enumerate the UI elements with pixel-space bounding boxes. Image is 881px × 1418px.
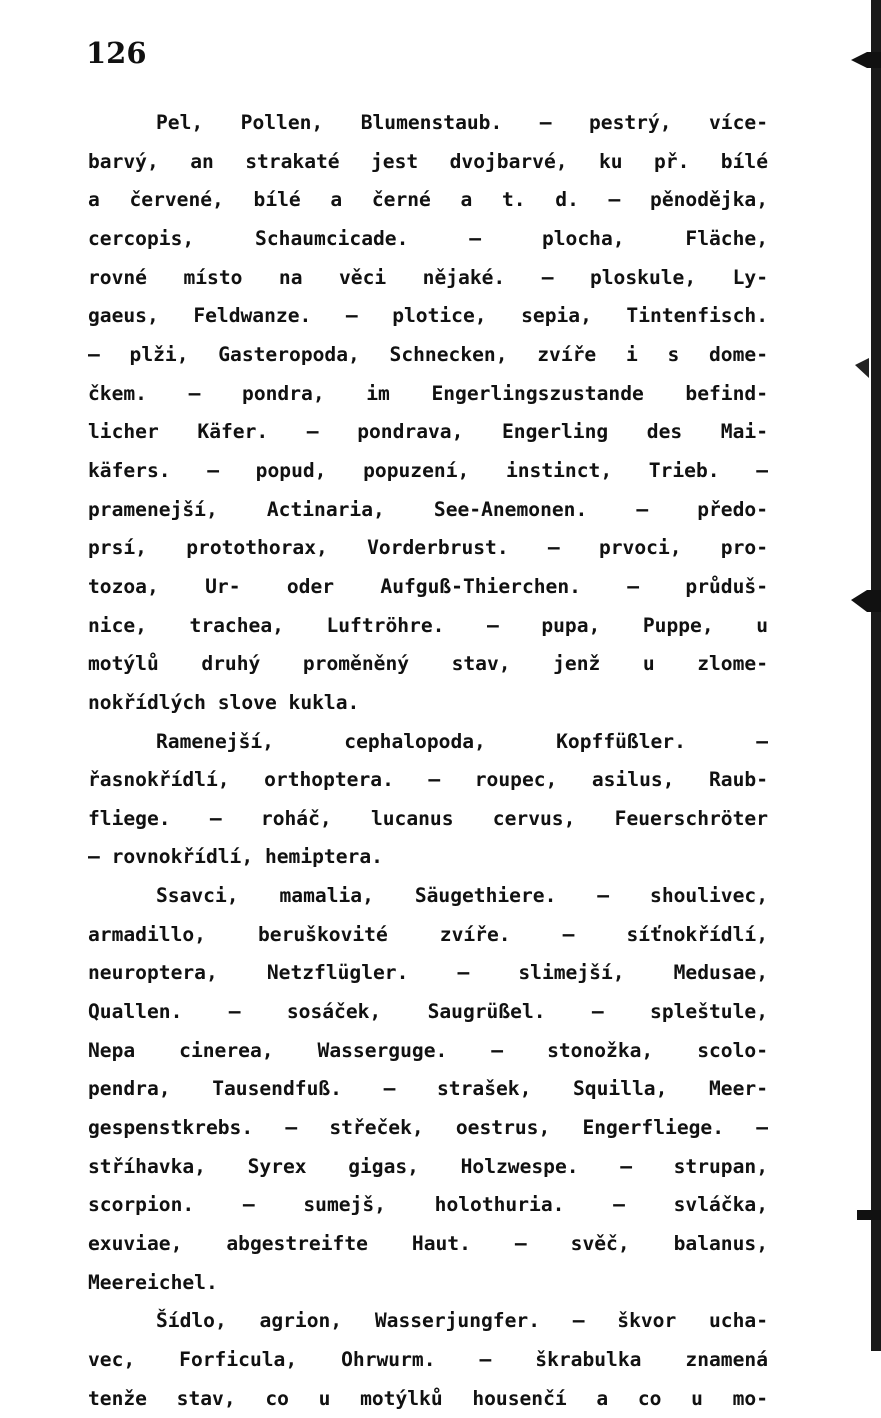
text-line: — rovnokřídlí, hemiptera. [88,845,383,869]
text-line: Meereichel. [88,1270,218,1294]
text-line: pramenejší, Actinaria, See-Anemonen. — předo- [88,497,768,521]
text-line: cercopis, Schaumcicade. — plocha, Fläche, [88,226,768,250]
text-line: rovné místo na věci nějaké. — ploskule, Ly- [88,265,768,289]
text-line: Šídlo, agrion, Wasserjungfer. — škvor ucha- [156,1309,768,1333]
text-line: Quallen. — sosáček, Saugrüßel. — spleštule, [88,1000,768,1024]
binding-edge [871,0,881,1351]
text-line: fliege. — roháč, lucanus cervus, Feuerschröter [88,806,768,830]
edge-tab-mark [851,52,881,68]
text-line: licher Käfer. — pondrava, Engerling des Mai- [88,420,768,444]
text-line: nice, trachea, Luftröhre. — pupa, Puppe, u [88,613,768,637]
text-line: Nepa cinerea, Wasserguge. — stonožka, scolo- [88,1038,768,1062]
text-line: neuroptera, Netzflügler. — slimejší, Medusae, [88,961,768,985]
text-line: käfers. — popud, popuzení, instinct, Trieb. — [88,458,768,482]
text-line: Ramenejší, cephalopoda, Kopffüßler. — [156,729,768,753]
body-text [88,104,768,1418]
page-number: 126 [86,36,147,70]
text-line: vec, Forficula, Ohrwurm. — škrabulka znamená [88,1348,768,1371]
text-line: scorpion. — sumejš, holothuria. — svláčka, [88,1193,768,1217]
text-line: armadillo, beruškovité zvíře. — síťnokřídlí, [88,922,768,946]
text-line: a červené, bílé a černé a t. d. — pěnodějka, [88,188,768,212]
text-line: prsí, protothorax, Vorderbrust. — prvoci, pro- [88,536,768,560]
text-line: čkem. — pondra, im Engerlingszustande befind- [88,381,768,405]
text-line: gespenstkrebs. — střeček, oestrus, Engerfliege. — [88,1116,768,1140]
text-line: tenže stav, co u motýlků housenčí a co u mo- [88,1386,768,1410]
text-line: pendra, Tausendfuß. — strašek, Squilla, Meer- [88,1077,768,1101]
text-line: Ssavci, mamalia, Säugethiere. — shoulivec, [156,884,768,908]
text-line: — plži, Gasteropoda, Schnecken, zvíře i s dome- [88,342,768,366]
text-line: motýlů druhý proměněný stav, jenž u zlome- [88,652,768,676]
text-line: exuviae, abgestreifte Haut. — svěč, balanus, [88,1232,768,1256]
text-line: tozoa, Ur- oder Aufguß-Thierchen. — průduš- [88,574,768,598]
edge-tab-mark [857,1210,881,1220]
edge-tab-mark [851,590,881,612]
text-line: barvý, an strakaté jest dvojbarvé, ku př. bílé [88,149,768,173]
binding-edge-marks [837,0,881,1351]
text-line: gaeus, Feldwanze. — plotice, sepia, Tintenfisch. [88,304,768,328]
text-line: Pel, Pollen, Blumenstaub. — pestrý, více- [156,111,768,134]
text-line: stříhavka, Syrex gigas, Holzwespe. — strupan, [88,1154,768,1178]
edge-tab-mark [855,358,869,378]
text-line: řasnokřídlí, orthoptera. — roupec, asilus, Raub- [88,768,768,792]
text-line: nokřídlých slove kukla. [88,690,360,714]
